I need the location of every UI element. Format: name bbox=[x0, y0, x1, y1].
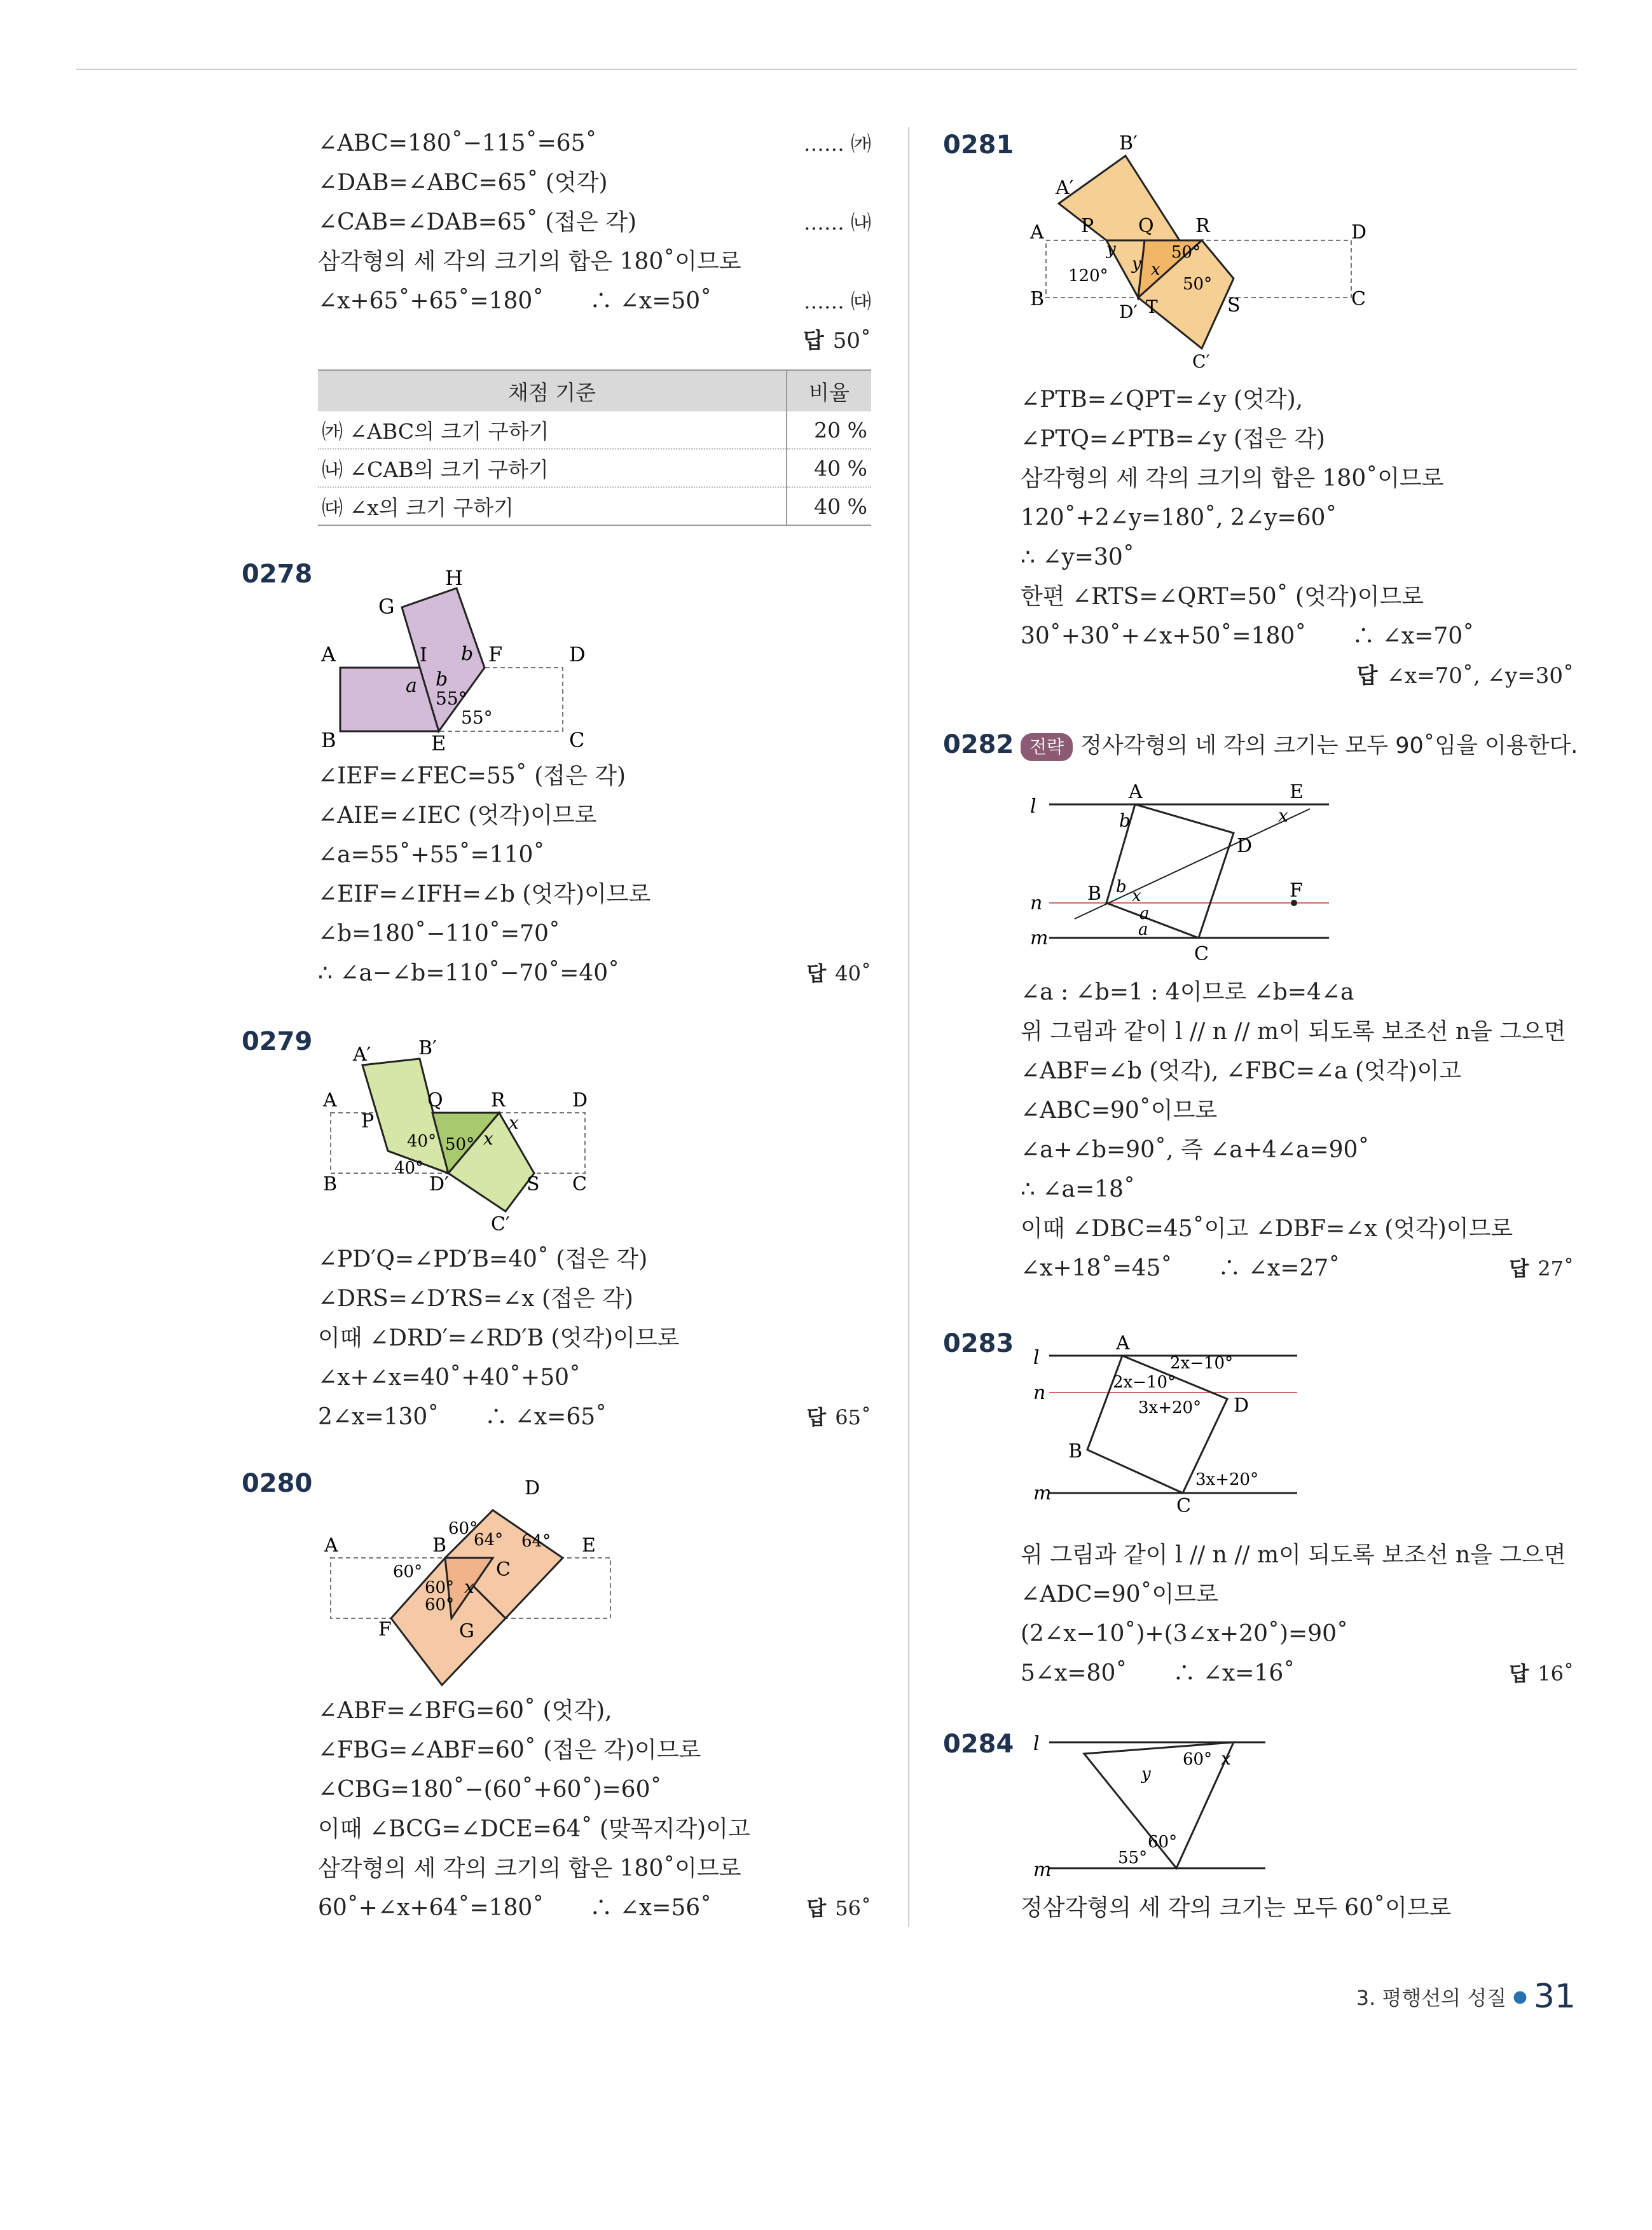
solution-line: 이때 ∠BCG=∠DCE=64˚ (맞꼭지각)이고 bbox=[318, 1816, 750, 1842]
solution-line: 삼각형의 세 각의 크기의 합은 180˚이므로 bbox=[318, 1855, 741, 1882]
solution-line: ∴ ∠a=18˚ bbox=[1021, 1176, 1135, 1202]
solution-line: 60˚+∠x+64˚=180˚ ∴ ∠x=56˚ 답 56˚ bbox=[318, 1889, 871, 1928]
label-x: x bbox=[1151, 260, 1160, 279]
label-50: 50° bbox=[445, 1135, 475, 1154]
answer: 답 56˚ bbox=[806, 1896, 871, 1920]
page-footer bbox=[1356, 1978, 1576, 2016]
answer: 답 ∠x=70˚, ∠y=30˚ bbox=[1356, 663, 1574, 689]
solution-line: ∠PTB=∠QPT=∠y (엇각), bbox=[1021, 387, 1304, 413]
label-a1: a bbox=[1139, 904, 1150, 923]
label-F: F bbox=[488, 642, 503, 666]
solution-line: ∠a : ∠b=1 : 4이므로 ∠b=4∠a bbox=[1021, 979, 1354, 1005]
table-header: 채점 기준 bbox=[318, 370, 787, 411]
solution-line: 정삼각형의 세 각의 크기는 모두 60˚이므로 bbox=[1021, 1895, 1452, 1921]
figure-0279 bbox=[312, 1024, 604, 1240]
step-tag: …… ㈏ bbox=[803, 210, 871, 235]
strategy-0282 bbox=[1021, 728, 1578, 764]
label-C: C bbox=[1194, 943, 1209, 965]
label-l: l bbox=[1033, 1347, 1040, 1369]
label-40a: 40° bbox=[407, 1132, 437, 1151]
label-60a: 60° bbox=[1183, 1750, 1213, 1769]
solution-0277 bbox=[318, 124, 871, 526]
label-Ap: A′ bbox=[353, 1043, 371, 1066]
label-A: A bbox=[321, 642, 336, 666]
solution-line: 이때 ∠DRD′=∠RD′B (엇각)이므로 bbox=[318, 1325, 680, 1351]
solution-line: ∠ABF=∠b (엇각), ∠FBC=∠a (엇각)이고 bbox=[1021, 1058, 1462, 1084]
label-60d: 60° bbox=[425, 1595, 455, 1614]
label-Bp: B′ bbox=[1119, 132, 1138, 155]
label-n: n bbox=[1030, 892, 1043, 914]
solution-line: ∠ABF=∠BFG=60˚ (엇각), bbox=[318, 1698, 612, 1724]
solution-line: 삼각형의 세 각의 크기의 합은 180˚이므로 bbox=[1021, 465, 1444, 492]
label-R: R bbox=[1195, 215, 1210, 237]
label-b2: b bbox=[436, 668, 448, 691]
label-E: E bbox=[431, 731, 446, 755]
label-C: C bbox=[496, 1559, 511, 1581]
figure-0281 bbox=[1017, 127, 1373, 382]
label-55a: 55° bbox=[436, 688, 467, 709]
label-S: S bbox=[527, 1173, 540, 1195]
answer: 답 50˚ bbox=[802, 328, 871, 354]
figure-0283 bbox=[1024, 1323, 1316, 1513]
solution-line: ∠ABC=180˚−115˚=65˚ …… ㈎ bbox=[318, 124, 871, 163]
solution-line: ∠CBG=180˚−(60˚+60˚)=60˚ bbox=[318, 1777, 662, 1803]
label-B: B bbox=[432, 1534, 447, 1557]
solution-line: ∠AIE=∠IEC (엇각)이므로 bbox=[318, 802, 597, 829]
solution-line: 위 그림과 같이 l // n // m이 되도록 보조선 n을 그으면 bbox=[1021, 1019, 1566, 1045]
label-E: E bbox=[1290, 781, 1304, 803]
label-B: B bbox=[1087, 883, 1102, 905]
label-x: x bbox=[1221, 1748, 1231, 1769]
column-divider bbox=[908, 127, 909, 1927]
solution-line: ∠DAB=∠ABC=65˚ (엇각) bbox=[318, 170, 608, 196]
top-rule bbox=[76, 69, 1577, 70]
solution-0281 bbox=[1021, 380, 1574, 696]
label-T: T bbox=[1146, 296, 1158, 317]
label-E: E bbox=[582, 1534, 596, 1557]
solution-line: 삼각형의 세 각의 크기의 합은 180˚이므로 bbox=[318, 249, 741, 275]
problem-number: 0280 bbox=[242, 1469, 313, 1498]
label-R: R bbox=[491, 1089, 506, 1112]
label-64a: 64° bbox=[474, 1531, 504, 1550]
label-l: l bbox=[1033, 1733, 1040, 1755]
label-x: x bbox=[464, 1576, 474, 1597]
label-D: D bbox=[525, 1477, 540, 1499]
solution-line: 한편 ∠RTS=∠QRT=50˚ (엇각)이므로 bbox=[1021, 584, 1424, 610]
solution-line: ∠b=180˚−110˚=70˚ bbox=[318, 921, 560, 947]
label-m: m bbox=[1033, 1859, 1052, 1881]
answer: 답 65˚ bbox=[806, 1405, 871, 1429]
solution-line: 이때 ∠DBC=45˚이고 ∠DBF=∠x (엇각)이므로 bbox=[1021, 1216, 1513, 1242]
solution-0279 bbox=[318, 1240, 871, 1437]
label-C: C bbox=[1351, 288, 1366, 310]
label-b1: b bbox=[1119, 810, 1131, 831]
answer: 답 27˚ bbox=[1509, 1256, 1574, 1281]
label-b2: b bbox=[1116, 878, 1127, 897]
label-F: F bbox=[1290, 879, 1303, 902]
figure-0280 bbox=[312, 1463, 617, 1691]
label-55b: 55° bbox=[461, 707, 493, 728]
label-H: H bbox=[445, 566, 463, 590]
grading-table bbox=[318, 369, 871, 526]
figure-0278 bbox=[312, 560, 604, 757]
solution-line: ∠a+∠b=90˚, 즉 ∠a+4∠a=90˚ bbox=[1021, 1137, 1370, 1163]
label-y2: y bbox=[1132, 254, 1141, 273]
step-tag: …… ㈎ bbox=[803, 132, 871, 156]
page-number: 31 bbox=[1533, 1978, 1576, 2016]
label-C: C bbox=[1176, 1495, 1191, 1513]
label-y1: y bbox=[1106, 240, 1116, 259]
label-x1: x bbox=[1278, 805, 1288, 826]
label-m: m bbox=[1033, 1482, 1052, 1504]
label-Q: Q bbox=[427, 1089, 443, 1112]
answer: 답 40˚ bbox=[806, 961, 871, 986]
label-A: A bbox=[1129, 781, 1143, 803]
solution-line: ∴ ∠y=30˚ bbox=[1021, 544, 1134, 570]
label-D: D bbox=[1237, 835, 1253, 857]
label-A: A bbox=[1116, 1332, 1130, 1354]
strategy-badge: 전략 bbox=[1021, 733, 1073, 761]
label-B: B bbox=[1030, 288, 1045, 310]
label-120: 120° bbox=[1068, 266, 1108, 286]
solution-0283 bbox=[1021, 1536, 1574, 1693]
label-50b: 50° bbox=[1183, 275, 1213, 294]
solution-line: ∠ADC=90˚이므로 bbox=[1021, 1581, 1218, 1607]
problem-number: 0282 bbox=[943, 730, 1014, 759]
solution-line: 2∠x=130˚ ∴ ∠x=65˚ 답 65˚ bbox=[318, 1398, 871, 1437]
label-C: C bbox=[572, 1173, 587, 1195]
label-b: b bbox=[461, 643, 474, 665]
figure-0282 bbox=[1024, 776, 1354, 967]
solution-line: ∠x+65˚+65˚=180˚ ∴ ∠x=50˚ …… ㈐ bbox=[318, 282, 871, 321]
label-Dp: D′ bbox=[1119, 301, 1138, 322]
label-F: F bbox=[378, 1618, 392, 1641]
label-G: G bbox=[378, 595, 395, 619]
label-C: C bbox=[569, 728, 585, 752]
label-n: n bbox=[1033, 1382, 1046, 1404]
strategy-text: 정사각형의 네 각의 크기는 모두 90˚임을 이용한다. bbox=[1080, 733, 1578, 759]
label-G: G bbox=[459, 1620, 474, 1642]
bullet-icon: ● bbox=[1513, 1987, 1527, 2006]
label-50a: 50° bbox=[1171, 243, 1201, 262]
solution-line: ∠x+∠x=40˚+40˚+50˚ bbox=[318, 1365, 581, 1391]
table-row: ㈏ ∠CAB의 크기 구하기 40 % bbox=[318, 449, 871, 487]
label-e3: 3x+20° bbox=[1138, 1398, 1202, 1417]
solution-line: ∠CAB=∠DAB=65˚ (접은 각) …… ㈏ bbox=[318, 203, 871, 242]
label-e2: 2x−10° bbox=[1113, 1373, 1176, 1392]
label-B: B bbox=[323, 1173, 338, 1195]
label-m: m bbox=[1030, 927, 1049, 949]
label-Dp: D′ bbox=[429, 1173, 449, 1195]
label-x1: x bbox=[509, 1112, 519, 1133]
label-x2: x bbox=[1132, 886, 1141, 905]
solution-line: 위 그림과 같이 l // n // m이 되도록 보조선 n을 그으면 bbox=[1021, 1542, 1566, 1568]
solution-line: ∠x+18˚=45˚ ∴ ∠x=27˚ 답 27˚ bbox=[1021, 1249, 1574, 1288]
label-D: D bbox=[569, 642, 586, 666]
label-Q: Q bbox=[1138, 215, 1154, 237]
label-60c: 60° bbox=[425, 1578, 455, 1597]
label-60a: 60° bbox=[448, 1519, 478, 1538]
table-row: ㈐ ∠x의 크기 구하기 40 % bbox=[318, 487, 871, 525]
label-55: 55° bbox=[1118, 1848, 1148, 1868]
label-B: B bbox=[321, 728, 336, 752]
solution-0282 bbox=[1021, 973, 1574, 1288]
problem-number: 0278 bbox=[242, 560, 313, 589]
label-A: A bbox=[323, 1089, 337, 1112]
solution-line: ∠DRS=∠D′RS=∠x (접은 각) bbox=[318, 1286, 633, 1312]
label-D: D bbox=[1351, 221, 1367, 244]
answer: 답 16˚ bbox=[1509, 1662, 1574, 1686]
solution-line: ∠EIF=∠IFH=∠b (엇각)이므로 bbox=[318, 881, 651, 907]
solution-line: ∠PD′Q=∠PD′B=40˚ (접은 각) bbox=[318, 1246, 648, 1272]
solution-line: (2∠x−10˚)+(3∠x+20˚)=90˚ bbox=[1021, 1621, 1349, 1647]
table-row: ㈎ ∠ABC의 크기 구하기 20 % bbox=[318, 411, 871, 449]
label-D: D bbox=[1234, 1394, 1249, 1417]
label-B: B bbox=[1068, 1440, 1083, 1463]
label-A: A bbox=[324, 1534, 338, 1557]
table-header: 비율 bbox=[787, 370, 871, 411]
label-e1: 2x−10° bbox=[1170, 1354, 1234, 1373]
solution-line: 120˚+2∠y=180˚, 2∠y=60˚ bbox=[1021, 505, 1337, 531]
label-a: a bbox=[406, 675, 417, 697]
label-S: S bbox=[1227, 294, 1241, 317]
label-60b: 60° bbox=[393, 1562, 423, 1581]
solution-0280 bbox=[318, 1691, 871, 1928]
label-x2: x bbox=[483, 1128, 493, 1149]
label-Bp: B′ bbox=[418, 1037, 437, 1059]
label-e4: 3x+20° bbox=[1195, 1470, 1259, 1489]
solution-line: 30˚+30˚+∠x+50˚=180˚ ∴ ∠x=70˚ bbox=[1021, 623, 1475, 649]
solution-0278 bbox=[318, 757, 871, 993]
problem-number: 0283 bbox=[943, 1329, 1014, 1358]
label-60b: 60° bbox=[1148, 1833, 1178, 1852]
solution-line: ∠ABC=90˚이므로 bbox=[1021, 1098, 1218, 1124]
label-P: P bbox=[361, 1110, 375, 1132]
solution-line: ∠IEF=∠FEC=55˚ (접은 각) bbox=[318, 763, 626, 789]
label-a2: a bbox=[1138, 920, 1148, 939]
label-Ap: A′ bbox=[1056, 177, 1074, 199]
label-D: D bbox=[572, 1089, 588, 1112]
solution-line: ∴ ∠a−∠b=110˚−70˚=40˚ 답 40˚ bbox=[318, 954, 871, 993]
problem-number: 0281 bbox=[943, 130, 1014, 160]
solution-line: 5∠x=80˚ ∴ ∠x=16˚ 답 16˚ bbox=[1021, 1654, 1574, 1693]
chapter-title: 3. 평행선의 성질 bbox=[1356, 1986, 1507, 2010]
step-tag: …… ㈐ bbox=[803, 289, 871, 313]
problem-number: 0279 bbox=[242, 1027, 313, 1056]
label-P: P bbox=[1081, 215, 1094, 237]
solution-line: ∠FBG=∠ABF=60˚ (접은 각)이므로 bbox=[318, 1737, 701, 1763]
label-A: A bbox=[1030, 221, 1044, 244]
figure-0284 bbox=[1024, 1723, 1291, 1882]
label-I: I bbox=[420, 644, 427, 666]
solution-0284 bbox=[1021, 1889, 1574, 1928]
label-y: y bbox=[1141, 1765, 1151, 1784]
problem-number: 0284 bbox=[943, 1730, 1014, 1759]
label-40b: 40° bbox=[394, 1159, 424, 1178]
solution-line: ∠a=55˚+55˚=110˚ bbox=[318, 842, 545, 868]
label-64b: 64° bbox=[521, 1532, 551, 1551]
label-l: l bbox=[1030, 795, 1036, 818]
label-Cp: C′ bbox=[491, 1213, 510, 1235]
solution-line: ∠PTQ=∠PTB=∠y (접은 각) bbox=[1021, 426, 1325, 452]
label-Cp: C′ bbox=[1192, 351, 1210, 372]
